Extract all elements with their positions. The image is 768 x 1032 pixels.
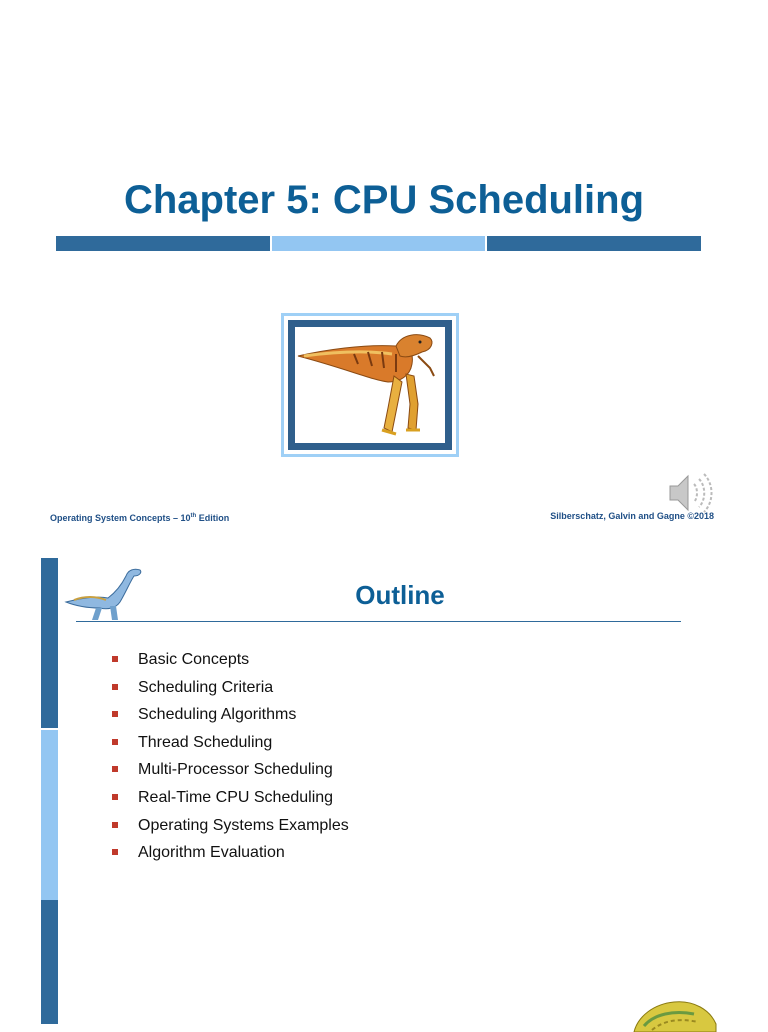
list-item-label: Algorithm Evaluation (138, 844, 285, 862)
title-image-frame (281, 313, 459, 457)
list-item-label: Real-Time CPU Scheduling (138, 788, 334, 806)
list-item-label: Multi-Processor Scheduling (138, 761, 333, 779)
list-item (112, 787, 349, 815)
bullet-icon (112, 656, 118, 662)
bullet-icon (112, 766, 118, 772)
dinosaur-illustration-icon (284, 316, 456, 454)
outline-slide (0, 540, 768, 1024)
footer-edition-suffix: Edition (196, 513, 230, 523)
list-item (112, 704, 349, 732)
list-item-label: Operating Systems Examples (138, 816, 349, 834)
title-band-right (487, 236, 701, 251)
outline-list (112, 649, 349, 870)
footer-book-title-text: Operating System Concepts – 10 (50, 513, 191, 523)
slide-title: Chapter 5: CPU Scheduling (123, 178, 645, 222)
footer-edition-superscript: th (190, 513, 197, 519)
list-item-label: Thread Scheduling (138, 733, 273, 751)
list-item (112, 842, 349, 870)
footer-book-title (50, 513, 229, 523)
list-item (112, 815, 349, 843)
list-item-label: Scheduling Criteria (138, 678, 274, 696)
list-item (112, 732, 349, 760)
bullet-icon (112, 822, 118, 828)
list-item-label: Basic Concepts (138, 651, 250, 668)
side-bar-bottom (41, 900, 58, 1024)
list-item-label: Scheduling Algorithms (138, 706, 297, 724)
title-band-left (56, 236, 270, 251)
outline-title: Outline (355, 580, 445, 610)
dinosaur-corner-icon (624, 992, 720, 1032)
list-item (112, 759, 349, 787)
title-band-middle (272, 236, 485, 251)
bullet-icon (112, 794, 118, 800)
bullet-icon (112, 849, 118, 855)
bullet-icon (112, 711, 118, 717)
speaker-icon[interactable] (664, 470, 716, 516)
footer-authors: Silberschatz, Galvin and Gagne ©2018 (550, 511, 714, 521)
side-bar-middle (41, 730, 58, 900)
bullet-icon (112, 684, 118, 690)
list-item (112, 649, 349, 677)
list-item (112, 677, 349, 705)
bullet-icon (112, 739, 118, 745)
title-divider (76, 621, 681, 622)
